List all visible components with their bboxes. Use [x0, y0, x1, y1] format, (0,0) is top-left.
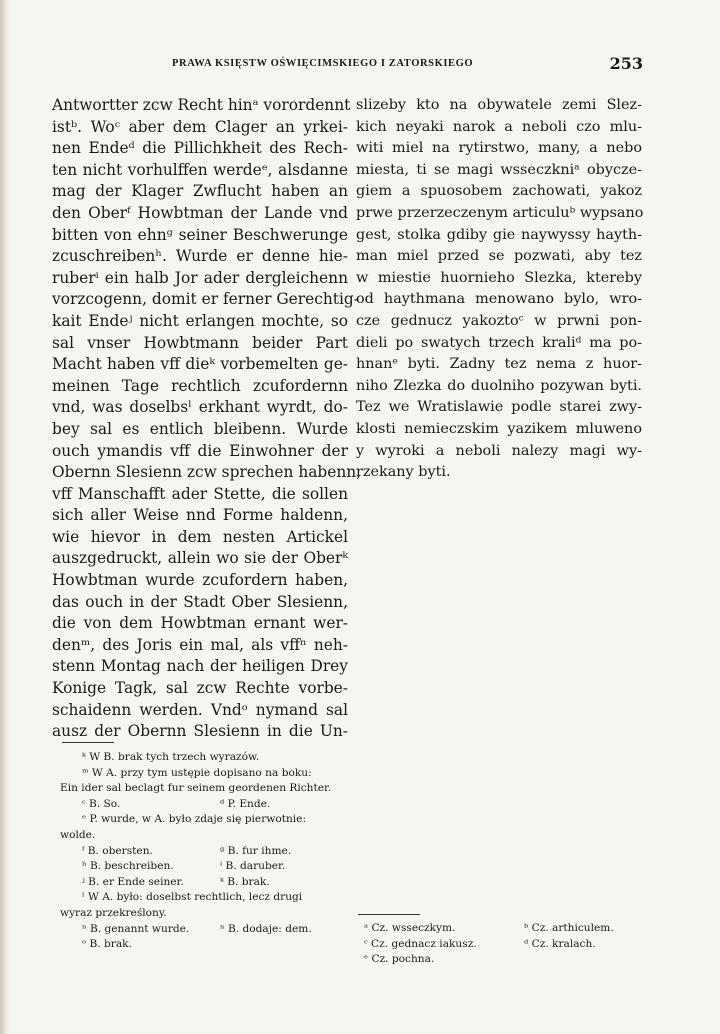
footnote-text: ʲ B. er Ende seiner.: [82, 875, 184, 888]
text-line: das ouch in der Stadt Ober Slesienn,: [52, 592, 348, 611]
footnotes-right: [364, 921, 664, 968]
text-line: vorzcogenn, domit er ferner Gerechtig-: [52, 290, 359, 309]
text-line: den Oberᶠ Howbtman der Lande vnd: [52, 203, 348, 222]
footnote-text: ⁿ B. genannt wurde.: [82, 922, 190, 935]
text-line: witi miel na rytirstwo, many, a nebo: [356, 140, 642, 157]
footnote-text: ᵏ W B. brak tych trzech wyrazów.: [82, 751, 260, 763]
text-line: die von dem Howbtman ernant wer-: [52, 614, 348, 633]
page-edge: [0, 0, 10, 1034]
text-line: slizeby kto na obywatele zemi Slez-: [356, 97, 642, 113]
text-line: cze gednucz yakoztoᶜ w prwni pon-: [356, 312, 642, 329]
footnote-line: [60, 844, 360, 860]
text-line: istᵇ. Woᶜ aber dem Clager an yrkei-: [52, 117, 348, 136]
footnote-text: ᵃ Cz. wsseczkym.: [364, 922, 456, 934]
text-line: man miel przed se pozwati, aby tez: [356, 248, 642, 265]
text-line: kich neyaki narok a neboli czo mlu-: [356, 118, 642, 135]
footnote-line: [364, 921, 664, 937]
text-line: Konige Tagk, sal zcw Rechte vorbe-: [52, 679, 348, 698]
running-header: PRAWA KSIĘSTW OŚWIĘCIMSKIEGO I ZATORSKIEGO: [172, 58, 474, 69]
text-line: zcuschreibenʰ. Wurde er denne hie-: [52, 247, 348, 266]
text-line: od haythmana menowano bylo, wro-: [356, 291, 642, 308]
footnote-rule-right: [358, 914, 420, 915]
footnote-text: ᵍ B. fur ihme.: [220, 844, 292, 857]
text-line: prwe przerzeczenym articuluᵇ wypsano: [356, 204, 644, 221]
text-line: dieli po swatych trzech kraliᵈ ma po-: [356, 334, 642, 351]
text-line: bey sal es entlich bleibenn. Wurde: [52, 419, 348, 438]
footnote-text: ⁿ B. dodaje: dem.: [220, 922, 312, 935]
footnote-line: [60, 922, 360, 938]
text-line: vff Manschafft ader Stette, die sollen: [52, 484, 348, 503]
page-number: 253: [609, 54, 643, 73]
footnote-line: [60, 859, 360, 875]
text-line: klosti nemieczskim yazikem mluweno: [356, 420, 642, 437]
footnote-line: [60, 781, 360, 797]
text-line: y wyroki a neboli nalezy magi wy-: [356, 442, 642, 459]
text-line: stenn Montag nach der heiligen Drey: [52, 657, 348, 676]
footnote-text: ᶜ B. So.: [82, 797, 121, 810]
footnote-line: [60, 797, 360, 813]
text-line: wie hievor in dem nesten Artickel: [52, 527, 348, 546]
text-line: w miestie huornieho Slezka, ktereby: [356, 269, 642, 286]
footnote-text: ᵉ Cz. pochna.: [364, 953, 435, 966]
footnote-text: ⁱ B. daruber.: [220, 860, 286, 873]
footnote-line: [60, 937, 360, 953]
text-line: schaidenn werden. Vndᵒ nymand sal: [52, 700, 348, 719]
text-line: auszgedruckt, allein wo sie der Oberᵏ: [52, 549, 348, 568]
text-line: hnanᵉ byti. Zadny tez nema z huor-: [356, 356, 642, 373]
footnote-text: ˡ W A. było: doselbst rechtlich, lecz drugi: [82, 891, 303, 904]
footnote-line: [364, 952, 664, 968]
footnote-line: [60, 890, 360, 906]
text-line: giem a spuosobem zachowati, yakoz: [356, 183, 642, 200]
czech-text-column: [356, 95, 642, 484]
footnote-text: ᵈ Cz. kralach.: [524, 937, 596, 950]
text-line: kait Endeʲ nicht erlangen mochte, so: [52, 311, 348, 330]
footnotes-left: [60, 750, 360, 953]
footnote-text: ᵈ P. Ende.: [220, 797, 271, 810]
text-line: denᵐ, des Joris ein mal, als vffⁿ neh-: [52, 635, 348, 654]
footnote-line: [60, 750, 360, 766]
footnote-text: wyraz przekreślony.: [60, 906, 167, 919]
footnote-text: wolde.: [60, 828, 96, 841]
footnote-line: [60, 875, 360, 891]
text-line: mag der Klager Zwflucht haben an: [52, 182, 348, 201]
footnote-text: ᵏ B. brak.: [220, 875, 270, 888]
text-line: Howbtman wurde zcufordern haben,: [52, 571, 348, 590]
text-line: bitten von ehnᵍ seiner Beschwerunge: [52, 225, 348, 244]
text-line: ouch ymandis vff die Einwohner der: [52, 441, 348, 460]
german-text-column: [52, 95, 362, 743]
footnote-line: [364, 937, 664, 953]
text-line: Tez we Wratislawie podle starei zwy-: [356, 399, 642, 416]
text-line: gest, stolka gdiby gie naywyssy hayth-: [356, 226, 642, 243]
footnote-text: ʰ B. beschreiben.: [82, 860, 174, 873]
text-line: ausz der Obernn Slesienn in die Un-: [52, 722, 348, 741]
text-line: Antwortter zcw Recht hinᵃ vorordennt: [52, 96, 351, 114]
text-line: Obernn Slesienn zcw sprechen habenn,: [52, 463, 362, 482]
footnote-text: ᵐ W A. przy tym ustępie dopisano na boku:: [82, 766, 312, 779]
text-line: meinen Tage rechtlich zcufordernn: [52, 376, 348, 395]
footnote-text: ᵒ B. brak.: [82, 938, 132, 951]
text-line: nen Endeᵈ die Pillichkheit des Rech-: [52, 139, 348, 158]
footnote-text: ᶠ B. obersten.: [82, 844, 153, 857]
footnote-line: [60, 766, 360, 782]
text-line: rzekany byti.: [356, 464, 451, 481]
text-line: niho Zlezka do duolniho pozywan byti.: [356, 377, 642, 394]
text-line: ten nicht vorhulffen werdeᵉ, alsdanne: [52, 160, 348, 179]
footnote-text: Ein ider sal beclagt fur seinem geordenen Richter.: [60, 782, 332, 795]
footnote-line: [60, 906, 360, 922]
footnote-text: ᶜ Cz. gednacz iakusz.: [364, 937, 477, 950]
text-line: sal vnser Howbtmann beider Part: [52, 333, 348, 352]
footnote-text: ᵇ Cz. arthiculem.: [524, 922, 614, 934]
text-line: miesta, ti se magi wsseczkniᵃ obycze-: [356, 161, 642, 178]
text-line: ruberⁱ ein halb Jor ader dergleichenn: [52, 268, 348, 287]
footnote-line: [60, 828, 360, 844]
footnote-rule-left: [62, 742, 114, 743]
text-line: sich aller Weise nnd Forme haldenn,: [52, 506, 348, 525]
footnote-line: [60, 812, 360, 828]
text-line: Macht haben vff dieᵏ vorbemelten ge-: [52, 355, 348, 374]
text-line: vnd, was doselbsˡ erkhant wyrdt, do-: [52, 398, 348, 417]
footnote-text: ᵉ P. wurde, w A. było zdaje się pierwotnie:: [82, 813, 307, 826]
